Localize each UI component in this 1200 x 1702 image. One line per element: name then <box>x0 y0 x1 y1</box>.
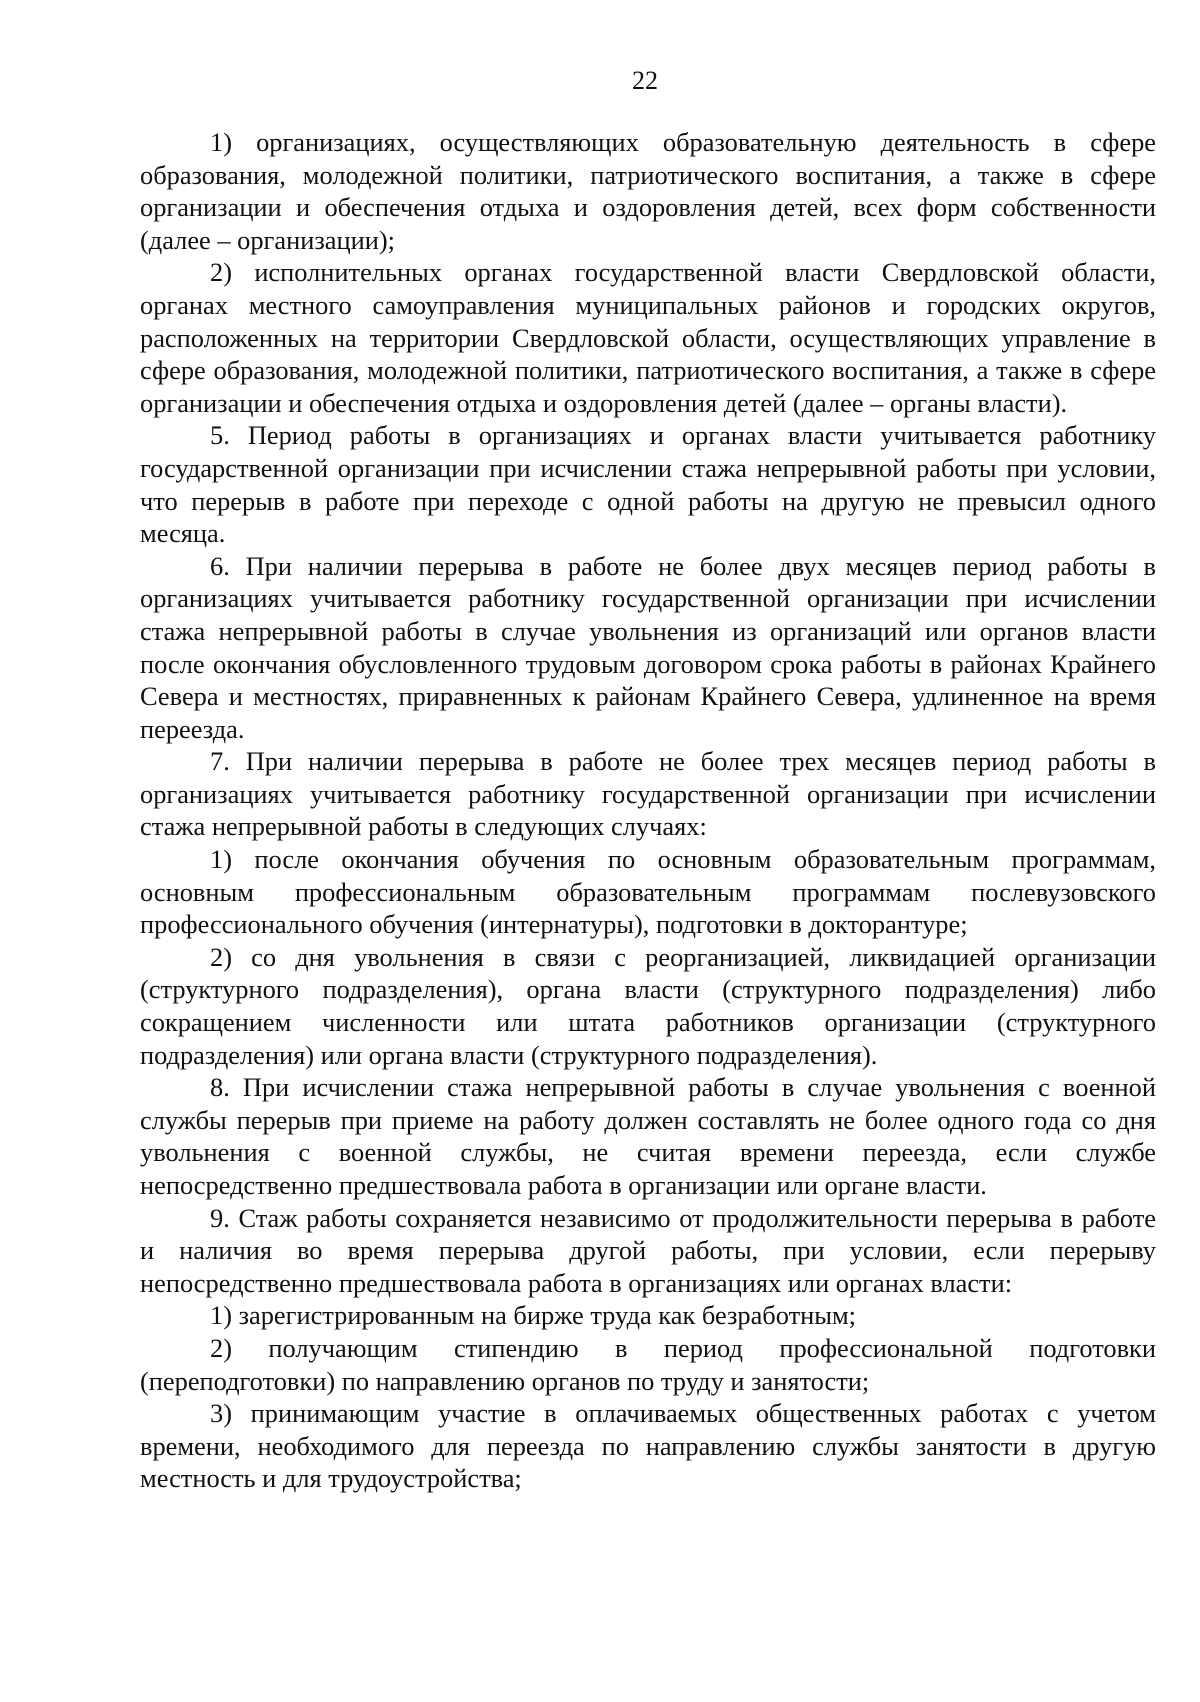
paragraph-9-item-3: 3) принимающим участие в оплачиваемых общественных работах с учетом времени, необходимого для переезда по направлению службы занятости в другую местность и для трудоустройства; <box>140 1398 1156 1494</box>
paragraph-7-item-1: 1) после окончания обучения по основным образовательным программам, основным профессиональным образовательным программам послевузовского профессионального обучения (интернатуры), подготовки в докторантуре; <box>140 844 1156 940</box>
document-body <box>140 126 1156 1495</box>
paragraph-9-item-2: 2) получающим стипендию в период профессиональной подготовки (переподготовки) по направлению органов по труду и занятости; <box>140 1332 1156 1396</box>
paragraph-7-item-2: 2) со дня увольнения в связи с реорганизацией, ликвидацией организации (структурного подразделения), органа власти (структурного подразделения) либо сокращением численности или штата работников организации (структурного подразделения) или органа власти (структурного подразделения). <box>140 941 1156 1070</box>
page-number: 22 <box>632 66 658 95</box>
paragraph-6: 6. При наличии перерыва в работе не более двух месяцев период работы в организациях учитывается работнику государственной организации при исчислении стажа непрерывной работы в случае увольнения из организаций или органов власти после окончания обусловленного трудовым договором срока работы в районах Крайнего Севера и местностях, приравненных к районам Крайнего Севера, удлиненное на время переезда. <box>140 550 1156 744</box>
paragraph-item-1-organizations: 1) организациях, осуществляющих образовательную деятельность в сфере образования, молодежной политики, патриотического воспитания, а также в сфере организации и обеспечения отдыха и оздоровления детей, всех форм собственности (далее – организации); <box>140 127 1156 255</box>
paragraph-5: 5. Период работы в организациях и органах власти учитывается работнику государственной организации при исчислении стажа непрерывной работы при условии, что перерыв в работе при переходе с одной работы на другую не превысил одного месяца. <box>140 420 1156 549</box>
paragraph-7: 7. При наличии перерыва в работе не более трех месяцев период работы в организациях учитывается работнику государственной организации при исчислении стажа непрерывной работы в следующих случаях: <box>140 746 1156 842</box>
paragraph-item-2-authorities: 2) исполнительных органах государственной власти Свердловской области, органах местного самоуправления муниципальных районов и городских округов, расположенных на территории Свердловской области, осуществляющих управление в сфере образования, молодежной политики, патриотического воспитания, а также в сфере организации и обеспечения отдыха и оздоровления детей (далее – органы власти). <box>140 257 1156 418</box>
paragraph-9: 9. Стаж работы сохраняется независимо от продолжительности перерыва в работе и наличия во время перерыва другой работы, при условии, если перерыву непосредственно предшествовала работа в организациях или органах власти: <box>140 1202 1156 1298</box>
paragraph-9-item-1: 1) зарегистрированным на бирже труда как безработным; <box>210 1300 857 1331</box>
paragraph-8: 8. При исчислении стажа непрерывной работы в случае увольнения с военной службы перерыв при приеме на работу должен составлять не более одного года со дня увольнения с военной службы, не считая времени переезда, если службе непосредственно предшествовала работа в организации или органе власти. <box>140 1072 1156 1200</box>
